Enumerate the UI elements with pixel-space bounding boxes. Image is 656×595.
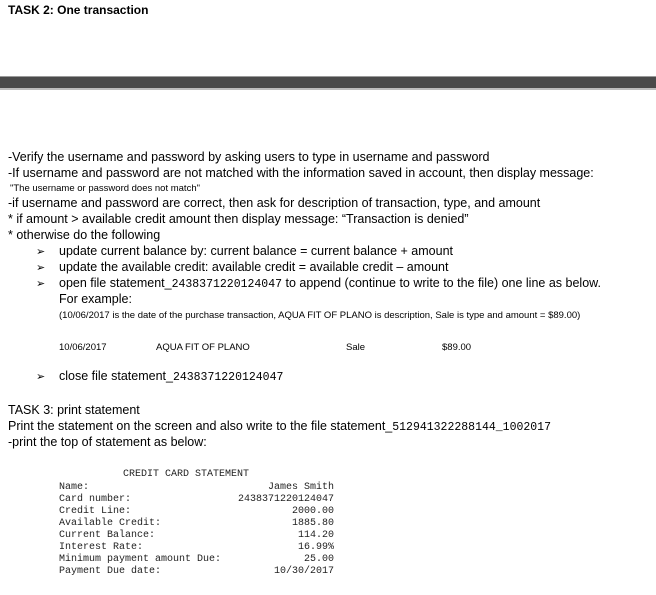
- statement-header: CREDIT CARD STATEMENT: [123, 469, 250, 480]
- example-type: Sale: [346, 342, 366, 353]
- statement-due-date-value: 10/30/2017: [273, 566, 334, 577]
- close-file-number: 2438371220124047: [172, 371, 284, 384]
- task3-print-prefix: Print the statement on the screen and also write to the file statement_: [8, 419, 393, 433]
- text-line-message: "The username or password does not match": [10, 183, 200, 194]
- bullet-update-balance: update current balance by: current balance = current balance + amount: [59, 244, 454, 258]
- statement-min-payment-label: Minimum payment amount Due:: [59, 554, 222, 565]
- statement-balance-value: 114.20: [297, 530, 334, 541]
- statement-available-value: 1885.80: [291, 518, 334, 529]
- task2-title: TASK 2: One transaction: [8, 3, 149, 17]
- bullet-open-file: [59, 276, 601, 291]
- statement-credit-label: Credit Line:: [59, 506, 132, 517]
- task3-title: TASK 3: print statement: [8, 403, 140, 417]
- task3-line-top: -print the top of statement as below:: [8, 435, 207, 449]
- bullet-arrow-icon: ➢: [36, 371, 46, 383]
- open-file-number: 2438371220124047: [171, 278, 282, 291]
- text-line-if-correct: -if username and password are correct, then ask for description of transaction, type, and amount: [8, 196, 541, 210]
- statement-min-payment-value: 25.00: [303, 554, 334, 565]
- task3-line-print: [8, 419, 551, 434]
- section-divider: [0, 76, 656, 90]
- open-file-prefix: open file statement_: [59, 276, 172, 290]
- example-amount: $89.00: [442, 342, 472, 353]
- example-description: AQUA FIT OF PLANO: [156, 342, 250, 353]
- statement-available-label: Available Credit:: [59, 518, 162, 529]
- text-line-if-not-matched: -If username and password are not matched with the information saved in account, then display message:: [8, 166, 594, 180]
- statement-name-value: James Smith: [267, 482, 334, 493]
- text-line-otherwise: * otherwise do the following: [8, 228, 161, 242]
- bullet-update-credit: update the available credit: available credit = available credit – amount: [59, 260, 449, 274]
- text-line-verify: -Verify the username and password by asking users to type in username and password: [8, 150, 490, 164]
- text-line-denied: * if amount > available credit amount then display message: “Transaction is denied”: [8, 212, 469, 226]
- statement-card-label: Card number:: [59, 494, 132, 505]
- statement-rate-label: Interest Rate:: [59, 542, 144, 553]
- statement-card-value: 2438371220124047: [237, 494, 334, 505]
- example-label: For example:: [59, 292, 132, 306]
- bullet-arrow-icon: ➢: [36, 262, 46, 274]
- statement-credit-value: 2000.00: [291, 506, 334, 517]
- example-date: 10/06/2017: [59, 342, 107, 353]
- statement-due-date-label: Payment Due date:: [59, 566, 162, 577]
- statement-balance-label: Current Balance:: [59, 530, 156, 541]
- example-note: (10/06/2017 is the date of the purchase transaction, AQUA FIT OF PLANO is description, Sale is type and amount = $89.00): [59, 310, 581, 321]
- bullet-arrow-icon: ➢: [36, 246, 46, 258]
- open-file-suffix: to append (continue to write to the file) one line as below.: [282, 276, 601, 290]
- close-file-prefix: close file statement_: [59, 369, 173, 383]
- bullet-arrow-icon: ➢: [36, 278, 46, 290]
- statement-rate-value: 16.99%: [297, 542, 334, 553]
- bullet-close-file: [59, 369, 283, 384]
- task3-file-number: 512941322288144_1002017: [392, 421, 551, 434]
- statement-name-label: Name:: [59, 482, 90, 493]
